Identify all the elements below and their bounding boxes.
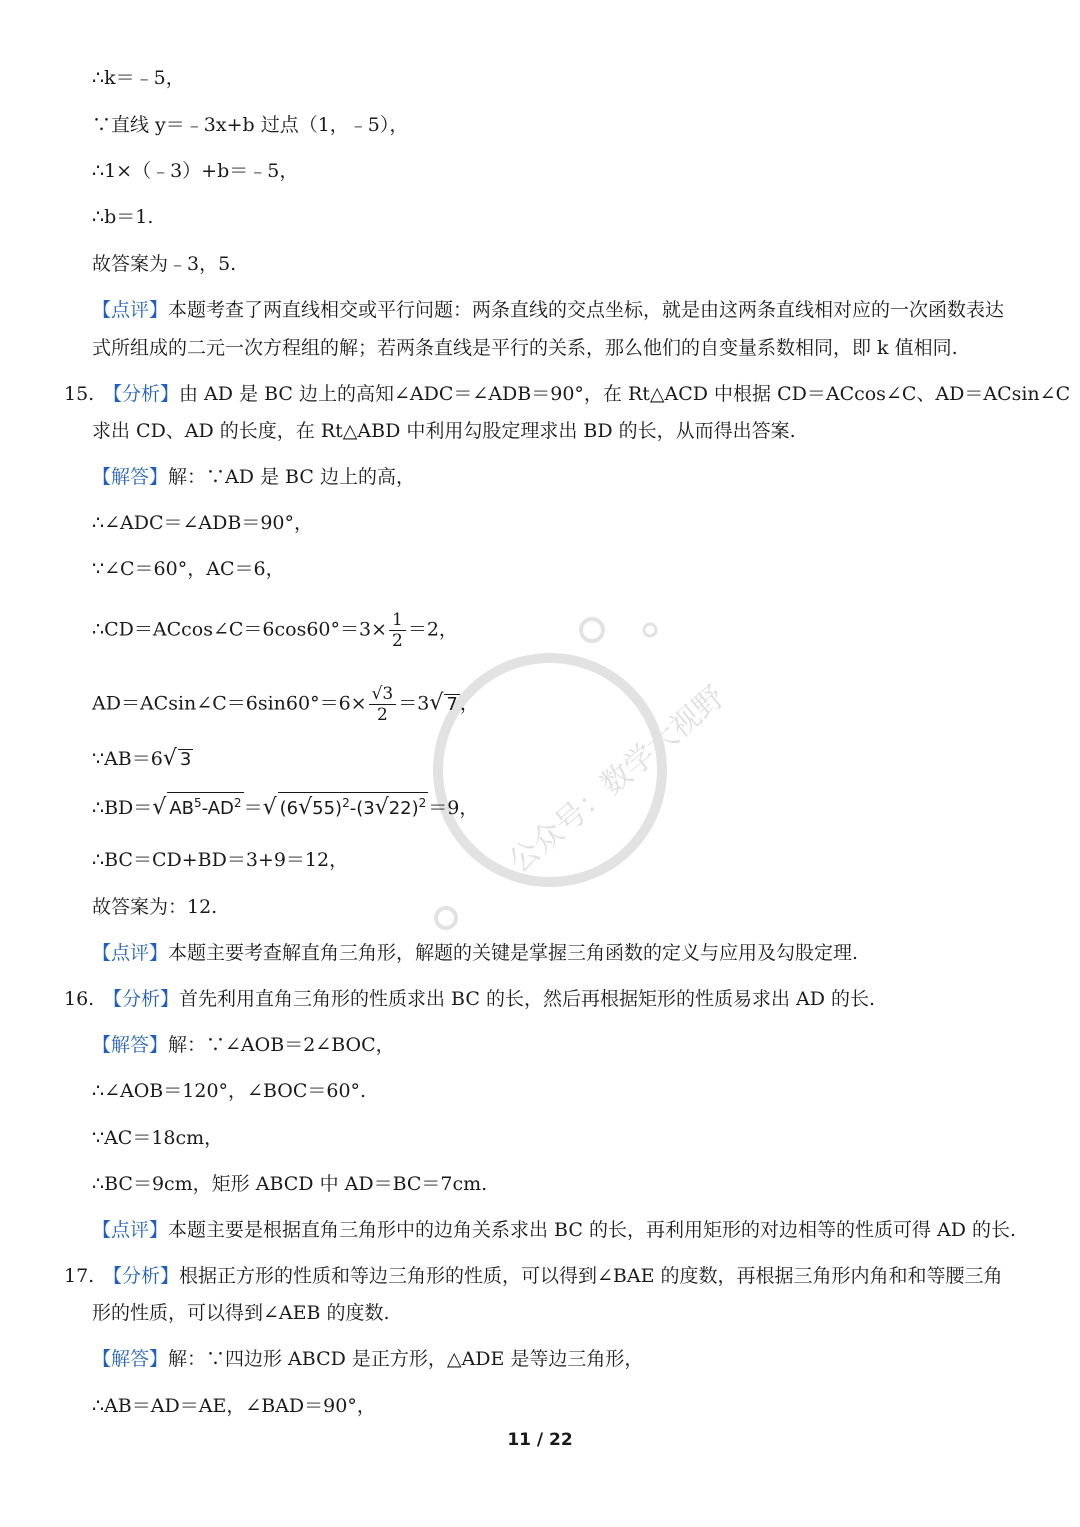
text-line: 故答案为﹣3，5. [92, 253, 237, 275]
answer-tag: 【解答】 [92, 1034, 169, 1056]
equation-cd: ∴CD＝ACcos∠C＝6cos60°＝3× $\frac{1}{2}$ ＝2， [92, 610, 458, 651]
analysis-tag: 【分析】 [103, 988, 180, 1010]
equation-ad: AD＝ACsin∠C＝6sin60°＝6× $\frac{√3}{2}$ ＝3√ 7 ， [92, 684, 479, 725]
text-line: ∴k＝﹣5， [92, 67, 185, 89]
equation-ab: ∵AB＝6√ 3 [92, 746, 192, 771]
text-line: ∴BC＝CD+BD＝3+9＝12， [92, 849, 349, 871]
fraction-half: $\frac{1}{2}$ [389, 610, 406, 651]
answer-paragraph: 【解答】解：∵四边形 ABCD 是正方形，△ADE 是等边三角形， [92, 1348, 644, 1370]
text-line: 形的性质，可以得到∠AEB 的度数. [92, 1302, 390, 1324]
text-line: ∴∠ADC＝∠ADB＝90°， [92, 512, 314, 534]
analysis-tag: 【分析】 [103, 383, 180, 405]
fraction-root3-over-2: $\frac{√3}{2}$ [369, 684, 397, 725]
text-line: ∴b＝1. [92, 206, 154, 228]
question-number: 16. [64, 988, 95, 1010]
text-line: 式所组成的二元一次方程组的解；若两条直线是平行的关系，那么他们的自变量系数相同，即 k 值相同. [92, 337, 958, 359]
text-line: ∴BC＝9cm，矩形 ABCD 中 AD＝BC＝7cm. [92, 1173, 488, 1195]
review-tag: 【点评】 [92, 1219, 169, 1241]
question-number: 15. [64, 383, 95, 405]
text-line: ∴∠AOB＝120°，∠BOC＝60°. [92, 1080, 367, 1102]
text-line: 故答案为：12. [92, 896, 218, 918]
answer-paragraph: 【解答】解：∵∠AOB＝2∠BOC， [92, 1034, 395, 1056]
review-tag: 【点评】 [92, 299, 169, 321]
analysis-paragraph: 【分析】首先利用直角三角形的性质求出 BC 的长，然后再根据矩形的性质易求出 AD 的长. [103, 988, 876, 1010]
text-line: ∵∠C＝60°，AC＝6， [92, 558, 285, 580]
review-paragraph: 【点评】本题考查了两直线相交或平行问题：两条直线的交点坐标，就是由这两条直线相对应的一次函数表达 [92, 299, 1005, 321]
answer-tag: 【解答】 [92, 1348, 169, 1370]
analysis-tag: 【分析】 [103, 1265, 180, 1287]
review-paragraph: 【点评】本题主要是根据直角三角形中的边角关系求出 BC 的长，再利用矩形的对边相等的性质可得 AD 的长. [92, 1219, 1017, 1241]
analysis-paragraph: 【分析】由 AD 是 BC 边上的高知∠ADC＝∠ADB＝90°，在 Rt△ACD 中根据 CD＝ACcos∠C、AD＝ACsin∠C [103, 383, 1071, 405]
question-number: 17. [64, 1265, 95, 1287]
text-line: ∵直线 y＝﹣3x+b 过点（1，﹣5）， [92, 114, 409, 136]
review-paragraph: 【点评】本题主要考查解直角三角形，解题的关键是掌握三角函数的定义与应用及勾股定理. [92, 942, 859, 964]
equation-bd: ∴BD＝√ $AB^5-AD^2$ ＝√ $(6√55)^2-(3√22)^2 =9$， [92, 792, 478, 822]
text-line: ∵AC＝18cm， [92, 1127, 224, 1149]
review-tag: 【点评】 [92, 942, 169, 964]
answer-tag: 【解答】 [92, 466, 169, 488]
svg-text:公众号：数学大视野: 公众号：数学大视野 [502, 679, 732, 880]
page-number: 11 / 22 [507, 1430, 573, 1450]
watermark-stamp [420, 610, 732, 930]
text-line: ∴1×（﹣3）+b＝﹣5， [92, 160, 299, 182]
answer-paragraph: 【解答】解：∵AD 是 BC 边上的高， [92, 466, 415, 488]
text-line: 求出 CD、AD 的长度，在 Rt△ABD 中利用勾股定理求出 BD 的长，从而得出答案. [92, 420, 796, 442]
analysis-paragraph: 【分析】根据正方形的性质和等边三角形的性质，可以得到∠BAE 的度数，再根据三角形内角和和等腰三角 [103, 1265, 1003, 1287]
text-line: ∴AB＝AD＝AE，∠BAD＝90°， [92, 1395, 376, 1417]
